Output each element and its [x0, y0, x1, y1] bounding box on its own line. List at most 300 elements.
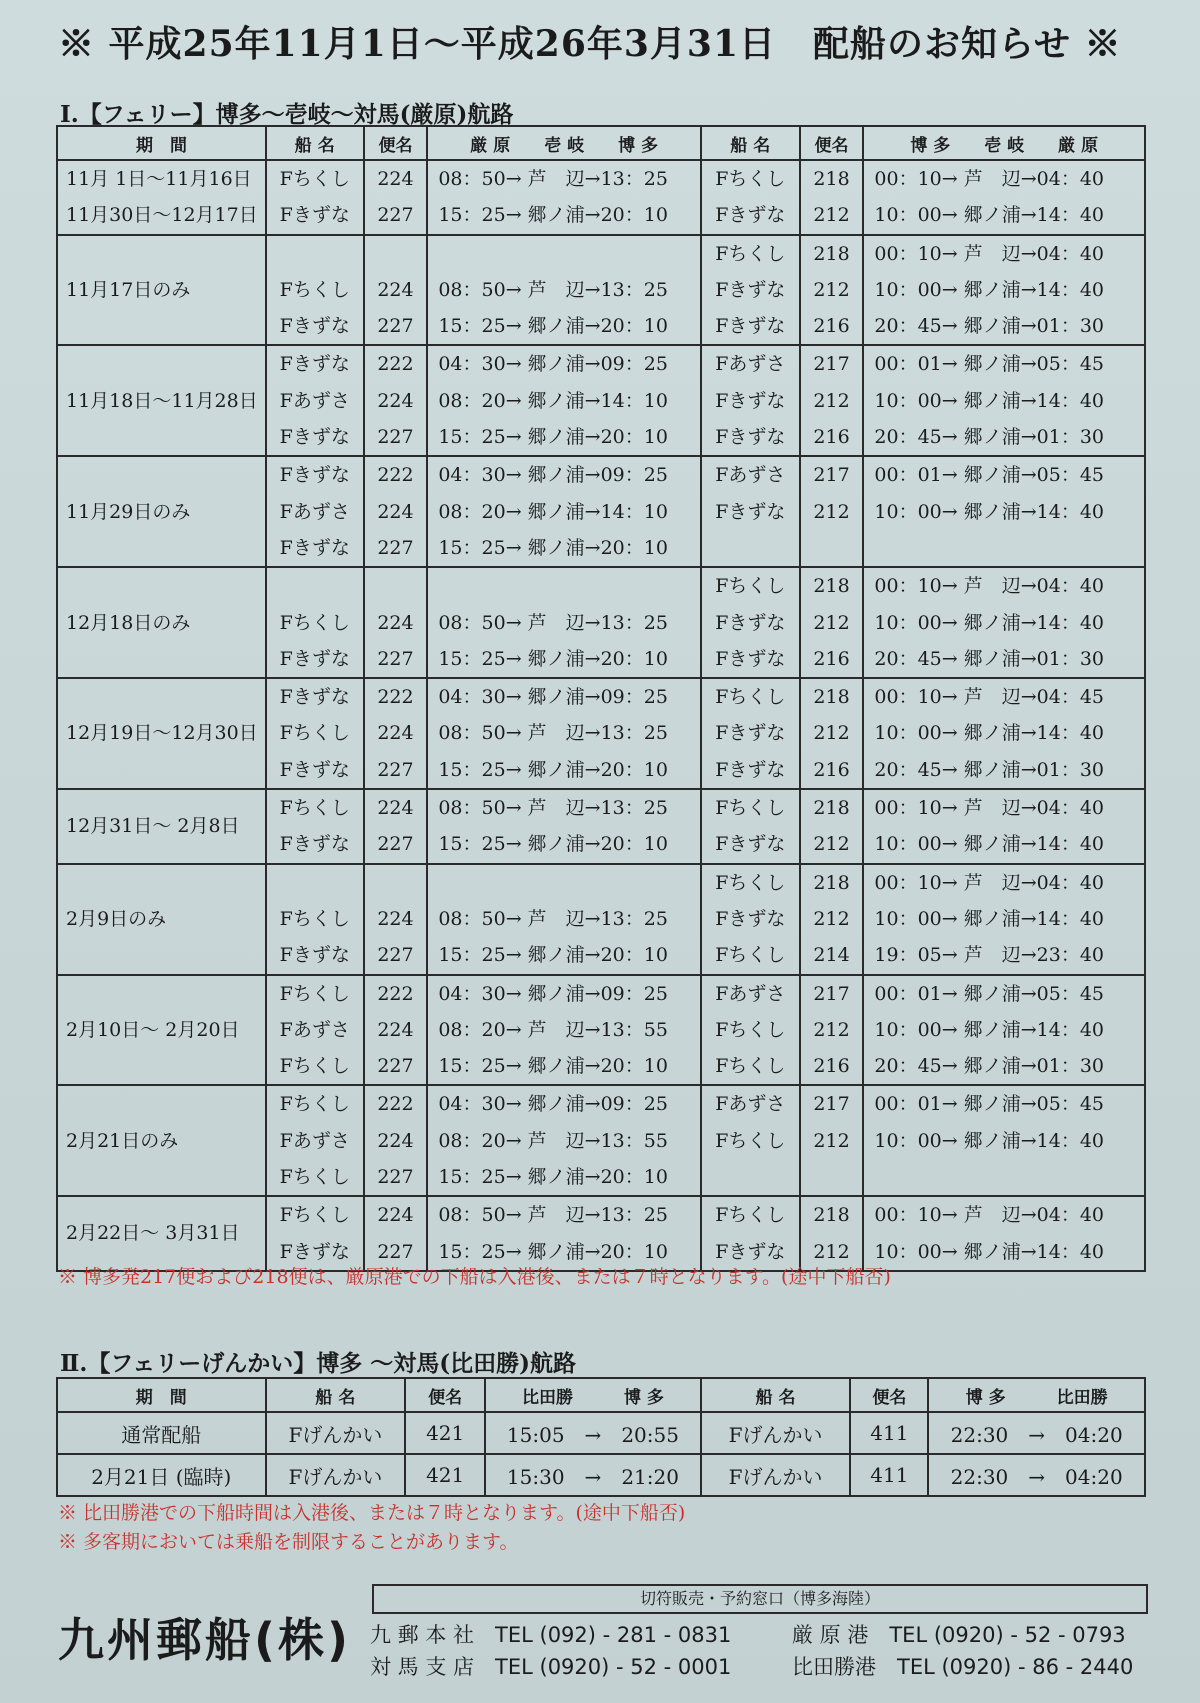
t2-flight: 421: [405, 1412, 485, 1454]
ship-name-return: Fちくし: [715, 242, 786, 265]
return-times: 00：01→ 郷ノ浦→05：45: [874, 982, 1104, 1005]
return-times-cell: [863, 1085, 1145, 1196]
ship-name-return: Fちくし: [715, 575, 786, 598]
departure-times-cell: [427, 864, 701, 975]
flight-number-return-cell: [800, 1085, 864, 1196]
ship-name-return: Fきずな: [715, 278, 786, 301]
t2-header-ship-return: 船 名: [701, 1378, 851, 1412]
ship-name: Fきずな: [279, 758, 350, 781]
ship-name-return: Fきずな: [715, 500, 786, 523]
t2-header-period: 期 間: [57, 1378, 266, 1412]
period-label: 2月10日～ 2月20日: [66, 1018, 240, 1041]
flight-number-return: 212: [813, 1129, 850, 1152]
flight-number: 222: [377, 1093, 414, 1116]
return-times: 00：01→ 郷ノ浦→05：45: [874, 353, 1104, 376]
ship-name-cell: [266, 235, 364, 346]
ship-name-cell: [266, 345, 364, 456]
ship-name-return: Fきずな: [715, 1240, 786, 1263]
flight-number: 224: [377, 500, 414, 523]
t2-flight: 421: [405, 1454, 485, 1496]
departure-times: 15：25→ 郷ノ浦→20：10: [438, 1166, 668, 1189]
ship-name: Fきずな: [279, 315, 350, 338]
ship-name-cell: [266, 678, 364, 789]
ship-name: [267, 865, 363, 901]
departure-times: 08：50→ 芦 辺→13：25: [438, 797, 668, 820]
departure-times: 08：20→ 芦 辺→13：55: [438, 1129, 668, 1152]
ship-name-return-cell: [701, 456, 800, 567]
return-times: 00：10→ 芦 辺→04：40: [874, 242, 1104, 265]
table-row: [57, 567, 1145, 678]
ship-name: Fちくし: [279, 611, 350, 634]
departure-times-cell: [427, 975, 701, 1086]
flight-number-return: 212: [813, 500, 850, 523]
departure-times: 15：25→ 郷ノ浦→20：10: [438, 426, 668, 449]
header-flight: 便名: [364, 126, 428, 160]
flight-number-return: 216: [813, 758, 850, 781]
flight-number-return: 212: [813, 722, 850, 745]
t2-time: 15:30 → 21:20: [485, 1454, 701, 1496]
period-label: 11月18日～11月28日: [66, 389, 258, 412]
departure-times: 15：25→ 郷ノ浦→20：10: [438, 315, 668, 338]
flight-number-cell: [364, 678, 428, 789]
ship-name-return: Fきずな: [715, 722, 786, 745]
table-row: [57, 1085, 1145, 1196]
departure-times-cell: [427, 567, 701, 678]
ship-name-return: Fちくし: [715, 1018, 786, 1041]
return-times: 10：00→ 郷ノ浦→14：40: [874, 1129, 1104, 1152]
flight-number-return: 212: [813, 907, 850, 930]
ship-name-return: Fちくし: [715, 1204, 786, 1227]
departure-times: 04：30→ 郷ノ浦→09：25: [438, 982, 668, 1005]
departure-times: 08：50→ 芦 辺→13：25: [438, 611, 668, 634]
return-times: 10：00→ 郷ノ浦→14：40: [874, 1018, 1104, 1041]
departure-times: 15：25→ 郷ノ浦→20：10: [438, 1240, 668, 1263]
flight-number: 224: [377, 907, 414, 930]
period-cell: [57, 345, 266, 456]
return-times: 00：10→ 芦 辺→04：40: [874, 575, 1104, 598]
flight-number: 227: [377, 1055, 414, 1078]
ship-name: Fちくし: [279, 722, 350, 745]
period-label: 11月 1日～11月16日: [66, 168, 252, 190]
table2-header-row: [57, 1378, 1145, 1412]
period-cell: [57, 678, 266, 789]
departure-times-cell: [427, 235, 701, 346]
ship-name-return-cell: [701, 864, 800, 975]
flight-number: 224: [377, 1018, 414, 1041]
return-times: 10：00→ 郷ノ浦→14：40: [874, 204, 1104, 227]
ship-name-return: [702, 530, 799, 566]
header-route-out: 厳 原 壱 岐 博 多: [427, 126, 701, 160]
departure-times-cell: [427, 345, 701, 456]
return-times: 00：10→ 芦 辺→04：45: [874, 686, 1104, 709]
ship-name: Fきずな: [279, 647, 350, 670]
flight-number-return: 212: [813, 278, 850, 301]
departure-times-cell: [427, 678, 701, 789]
period-cell: [57, 456, 266, 567]
departure-times: 15：25→ 郷ノ浦→20：10: [438, 536, 668, 559]
ship-name-return: Fちくし: [715, 168, 786, 190]
flight-number-return-cell: [800, 678, 864, 789]
t2-period: 通常配船: [57, 1412, 266, 1454]
flight-number-return-cell: [800, 235, 864, 346]
ship-name: Fちくし: [279, 1055, 350, 1078]
ship-name-return-cell: [701, 1085, 800, 1196]
ship-name: Fきずな: [279, 833, 350, 856]
ship-name: Fちくし: [279, 797, 350, 820]
ship-name: Fきずな: [279, 353, 350, 376]
departure-times: 04：30→ 郷ノ浦→09：25: [438, 353, 668, 376]
flight-number: 227: [377, 833, 414, 856]
flight-number: [365, 865, 427, 901]
ship-name-return: Fちくし: [715, 871, 786, 894]
table-row: [57, 345, 1145, 456]
flight-number-return: 214: [813, 944, 850, 967]
ship-name-return: Fきずな: [715, 758, 786, 781]
flight-number-cell: [364, 567, 428, 678]
flight-number-return: 216: [813, 647, 850, 670]
ship-name-return: Fあずさ: [715, 353, 786, 376]
header-ship-return: 船 名: [701, 126, 800, 160]
t2-flight-return: 411: [850, 1412, 928, 1454]
departure-times-cell: [427, 456, 701, 567]
departure-times: 08：50→ 芦 辺→13：25: [438, 1204, 668, 1227]
flight-number-return: 212: [813, 611, 850, 634]
return-times-cell: [863, 567, 1145, 678]
t2-header-flight-return: 便名: [850, 1378, 928, 1412]
flight-number-return: 218: [813, 575, 850, 598]
t2-header-route-out: 比田勝 博 多: [485, 1378, 701, 1412]
flight-number-return: 218: [813, 871, 850, 894]
flight-number-return: [801, 530, 863, 566]
flight-number-return: 212: [813, 389, 850, 412]
ship-name: Fあずさ: [279, 389, 350, 412]
return-times: [874, 1159, 1144, 1195]
return-times: 10：00→ 郷ノ浦→14：40: [874, 722, 1104, 745]
table-row: [57, 1454, 1145, 1496]
section2-note-2: ※ 多客期においては乗船を制限することがあります。: [58, 1531, 519, 1553]
flight-number-return: 218: [813, 797, 850, 820]
departure-times: 15：25→ 郷ノ浦→20：10: [438, 1055, 668, 1078]
flight-number: 227: [377, 426, 414, 449]
ticket-window-label: 切符販売・予約窓口（博多海陸）: [372, 1584, 1148, 1614]
period-label: 12月31日～ 2月8日: [66, 815, 240, 838]
contact-hitakatsu-port: 比田勝港 TEL (0920) - 86 - 2440: [792, 1655, 1134, 1679]
table-row: [57, 864, 1145, 975]
departure-times: 08：20→ 郷ノ浦→14：10: [438, 500, 668, 523]
flight-number-return: 217: [813, 464, 850, 487]
ship-name-return-cell: [701, 789, 800, 864]
flight-number-cell: [364, 1196, 428, 1271]
departure-times-cell: [427, 1085, 701, 1196]
departure-times-cell: [427, 1196, 701, 1271]
ship-name-return: Fきずな: [715, 833, 786, 856]
period-label: 2月22日～ 3月31日: [66, 1222, 240, 1245]
ship-name: Fきずな: [279, 464, 350, 487]
table-row: [57, 235, 1145, 346]
departure-times: 08：50→ 芦 辺→13：25: [438, 168, 668, 190]
ship-name: Fちくし: [279, 1166, 350, 1189]
flight-number-cell: [364, 160, 428, 235]
flight-number-return: [801, 1159, 863, 1195]
flight-number: 224: [377, 722, 414, 745]
t2-time-return: 22:30 → 04:20: [928, 1412, 1145, 1454]
flight-number-return: 218: [813, 1204, 850, 1227]
ship-name-return: Fきずな: [715, 204, 786, 227]
period-cell: [57, 789, 266, 864]
ship-name: Fあずさ: [279, 500, 350, 523]
period-cell: [57, 235, 266, 346]
period-cell: [57, 864, 266, 975]
ship-name-return: Fきずな: [715, 907, 786, 930]
return-times-cell: [863, 235, 1145, 346]
ship-name: Fきずな: [279, 426, 350, 449]
departure-times-cell: [427, 160, 701, 235]
flight-number-cell: [364, 345, 428, 456]
table-row: [57, 975, 1145, 1086]
flight-number-return: 217: [813, 353, 850, 376]
ship-name: Fきずな: [279, 1240, 350, 1263]
flight-number: 224: [377, 611, 414, 634]
flight-number-return: 217: [813, 982, 850, 1005]
departure-times: 08：50→ 芦 辺→13：25: [438, 278, 668, 301]
flight-number-cell: [364, 456, 428, 567]
return-times-cell: [863, 456, 1145, 567]
ship-name-return: Fきずな: [715, 315, 786, 338]
flight-number: 227: [377, 647, 414, 670]
t2-header-route-return: 博 多 比田勝: [928, 1378, 1145, 1412]
flight-number: 227: [377, 536, 414, 559]
ship-name-return: Fきずな: [715, 426, 786, 449]
header-flight-return: 便名: [800, 126, 864, 160]
return-times: 20：45→ 郷ノ浦→01：30: [874, 426, 1104, 449]
return-times: 19：05→ 芦 辺→23：40: [874, 944, 1104, 967]
header-ship: 船 名: [266, 126, 364, 160]
return-times: 00：01→ 郷ノ浦→05：45: [874, 1093, 1104, 1116]
return-times: 20：45→ 郷ノ浦→01：30: [874, 315, 1104, 338]
company-name: 九州郵船(株): [58, 1613, 352, 1667]
t2-ship: Fげんかい: [266, 1454, 406, 1496]
return-times: 10：00→ 郷ノ浦→14：40: [874, 907, 1104, 930]
t2-ship: Fげんかい: [266, 1412, 406, 1454]
return-times-cell: [863, 160, 1145, 235]
ship-name-cell: [266, 864, 364, 975]
ship-name-return: Fきずな: [715, 611, 786, 634]
flight-number-return: 216: [813, 426, 850, 449]
return-times-cell: [863, 789, 1145, 864]
departure-times: 04：30→ 郷ノ浦→09：25: [438, 464, 668, 487]
flight-number-return: 212: [813, 204, 850, 227]
ship-name: Fちくし: [279, 1093, 350, 1116]
departure-times: [438, 865, 700, 901]
ship-name-return-cell: [701, 235, 800, 346]
ship-name-return-cell: [701, 345, 800, 456]
return-times: 00：10→ 芦 辺→04：40: [874, 797, 1104, 820]
flight-number: 227: [377, 758, 414, 781]
ship-name-return: Fきずな: [715, 389, 786, 412]
ship-name: Fきずな: [279, 204, 350, 227]
table-header-row: [57, 126, 1145, 160]
flight-number-return: 216: [813, 315, 850, 338]
ship-name: Fきずな: [279, 944, 350, 967]
period-cell: [57, 567, 266, 678]
flight-number-return: 218: [813, 168, 850, 190]
table-row: [57, 789, 1145, 864]
return-times: 00：10→ 芦 辺→04：40: [874, 1204, 1104, 1227]
flight-number-return-cell: [800, 975, 864, 1086]
ship-name-return: Fちくし: [715, 944, 786, 967]
flight-number: 224: [377, 278, 414, 301]
section2-note-1: ※ 比田勝港での下船時間は入港後、または７時となります。(途中下船否): [58, 1502, 686, 1524]
flight-number-return-cell: [800, 160, 864, 235]
contact-head-office: 九 郵 本 社 TEL (092) - 281 - 0831: [370, 1623, 732, 1647]
flight-number: 224: [377, 168, 414, 190]
period-cell: [57, 975, 266, 1086]
flight-number-return-cell: [800, 1196, 864, 1271]
flight-number: 222: [377, 686, 414, 709]
period-cell: [57, 1196, 266, 1271]
period-label: 2月9日のみ: [66, 907, 167, 930]
ship-name: Fあずさ: [279, 1129, 350, 1152]
flight-number-return: 217: [813, 1093, 850, 1116]
flight-number-return: 212: [813, 833, 850, 856]
return-times: 10：00→ 郷ノ浦→14：40: [874, 500, 1104, 523]
ship-name-return: Fあずさ: [715, 464, 786, 487]
ship-name-cell: [266, 1085, 364, 1196]
table-row: [57, 678, 1145, 789]
period-cell: [57, 1085, 266, 1196]
return-times: 10：00→ 郷ノ浦→14：40: [874, 1240, 1104, 1263]
period-label: 11月17日のみ: [66, 278, 191, 301]
return-times-cell: [863, 345, 1145, 456]
return-times: 20：45→ 郷ノ浦→01：30: [874, 1055, 1104, 1078]
ship-name: [267, 236, 363, 272]
departure-times: 08：50→ 芦 辺→13：25: [438, 907, 668, 930]
section1-heading: Ⅰ.【フェリー】博多～壱岐～対馬(厳原)航路: [60, 101, 514, 128]
t2-period: 2月21日 (臨時): [57, 1454, 266, 1496]
flight-number: 227: [377, 944, 414, 967]
header-period: 期 間: [57, 126, 266, 160]
return-times: 00：01→ 郷ノ浦→05：45: [874, 464, 1104, 487]
table-row: [57, 1412, 1145, 1454]
t2-header-ship: 船 名: [266, 1378, 406, 1412]
return-times: [874, 530, 1144, 566]
table-row: [57, 1196, 1145, 1271]
hakata-hitakatsu-timetable: [56, 1377, 1146, 1497]
period-label: 12月19日～12月30日: [66, 722, 258, 745]
ship-name-return-cell: [701, 1196, 800, 1271]
departure-times: 08：20→ 郷ノ浦→14：10: [438, 389, 668, 412]
ship-name-cell: [266, 789, 364, 864]
flight-number: 224: [377, 389, 414, 412]
period-label: 12月18日のみ: [66, 611, 191, 634]
ship-name-cell: [266, 975, 364, 1086]
ship-name-return: Fちくし: [715, 1129, 786, 1152]
flight-number: [365, 236, 427, 272]
return-times-cell: [863, 975, 1145, 1086]
contact-izuhara-port: 厳 原 港 TEL (0920) - 52 - 0793: [792, 1623, 1126, 1647]
flight-number: 222: [377, 464, 414, 487]
period-label: 2月21日のみ: [66, 1129, 179, 1152]
return-times-cell: [863, 1196, 1145, 1271]
flight-number: 227: [377, 315, 414, 338]
ship-name: Fちくし: [279, 907, 350, 930]
departure-times: 15：25→ 郷ノ浦→20：10: [438, 204, 668, 227]
ship-name-return: Fちくし: [715, 686, 786, 709]
departure-times: 08：50→ 芦 辺→13：25: [438, 722, 668, 745]
departure-times: 15：25→ 郷ノ浦→20：10: [438, 758, 668, 781]
ship-name-return-cell: [701, 160, 800, 235]
flight-number-return: 216: [813, 1055, 850, 1078]
ship-name-cell: [266, 567, 364, 678]
departure-times: 08：20→ 芦 辺→13：55: [438, 1018, 668, 1041]
table-row: [57, 160, 1145, 235]
ship-name-return-cell: [701, 567, 800, 678]
section2-heading: Ⅱ.【フェリーげんかい】博多 ～対馬(比田勝)航路: [60, 1350, 577, 1377]
departure-times: [438, 236, 700, 272]
header-route-return: 博 多 壱 岐 厳 原: [863, 126, 1145, 160]
flight-number: 222: [377, 353, 414, 376]
flight-number: 227: [377, 1166, 414, 1189]
t2-time: 15:05 → 20:55: [485, 1412, 701, 1454]
ship-name-cell: [266, 160, 364, 235]
t2-ship-return: Fげんかい: [701, 1454, 851, 1496]
flight-number-return-cell: [800, 864, 864, 975]
flight-number-cell: [364, 864, 428, 975]
departure-times: 15：25→ 郷ノ浦→20：10: [438, 647, 668, 670]
return-times-cell: [863, 678, 1145, 789]
t2-ship-return: Fげんかい: [701, 1412, 851, 1454]
contact-tsushima-branch: 対 馬 支 店 TEL (0920) - 52 - 0001: [370, 1655, 732, 1679]
return-times: 10：00→ 郷ノ浦→14：40: [874, 833, 1104, 856]
ship-name-return-cell: [701, 975, 800, 1086]
flight-number-return-cell: [800, 567, 864, 678]
ship-name: Fちくし: [279, 1204, 350, 1227]
return-times: 10：00→ 郷ノ浦→14：40: [874, 611, 1104, 634]
flight-number-cell: [364, 1085, 428, 1196]
flight-number-return: 212: [813, 1018, 850, 1041]
return-times: 10：00→ 郷ノ浦→14：40: [874, 389, 1104, 412]
ship-name-return: Fあずさ: [715, 1093, 786, 1116]
t2-time-return: 22:30 → 04:20: [928, 1454, 1145, 1496]
t2-header-flight: 便名: [405, 1378, 485, 1412]
ship-name-return: Fちくし: [715, 1055, 786, 1078]
departure-times-cell: [427, 789, 701, 864]
flight-number-cell: [364, 235, 428, 346]
ship-name: Fきずな: [279, 686, 350, 709]
departure-times: 15：25→ 郷ノ浦→20：10: [438, 944, 668, 967]
ship-name: Fちくし: [279, 168, 350, 190]
departure-times: 04：30→ 郷ノ浦→09：25: [438, 686, 668, 709]
ship-name-return-cell: [701, 678, 800, 789]
ship-name-return: Fきずな: [715, 647, 786, 670]
period-cell: [57, 160, 266, 235]
departure-times: [438, 568, 700, 604]
return-times: 20：45→ 郷ノ浦→01：30: [874, 758, 1104, 781]
ship-name: Fあずさ: [279, 1018, 350, 1041]
return-times: 00：10→ 芦 辺→04：40: [874, 871, 1104, 894]
flight-number: 224: [377, 1204, 414, 1227]
ship-name: [267, 568, 363, 604]
t2-flight-return: 411: [850, 1454, 928, 1496]
ship-name: Fきずな: [279, 536, 350, 559]
departure-times: 15：25→ 郷ノ浦→20：10: [438, 833, 668, 856]
ship-name-cell: [266, 1196, 364, 1271]
return-times: 20：45→ 郷ノ浦→01：30: [874, 647, 1104, 670]
flight-number: 227: [377, 204, 414, 227]
return-times: 10：00→ 郷ノ浦→14：40: [874, 278, 1104, 301]
ship-name: Fちくし: [279, 278, 350, 301]
ship-name: Fちくし: [279, 982, 350, 1005]
